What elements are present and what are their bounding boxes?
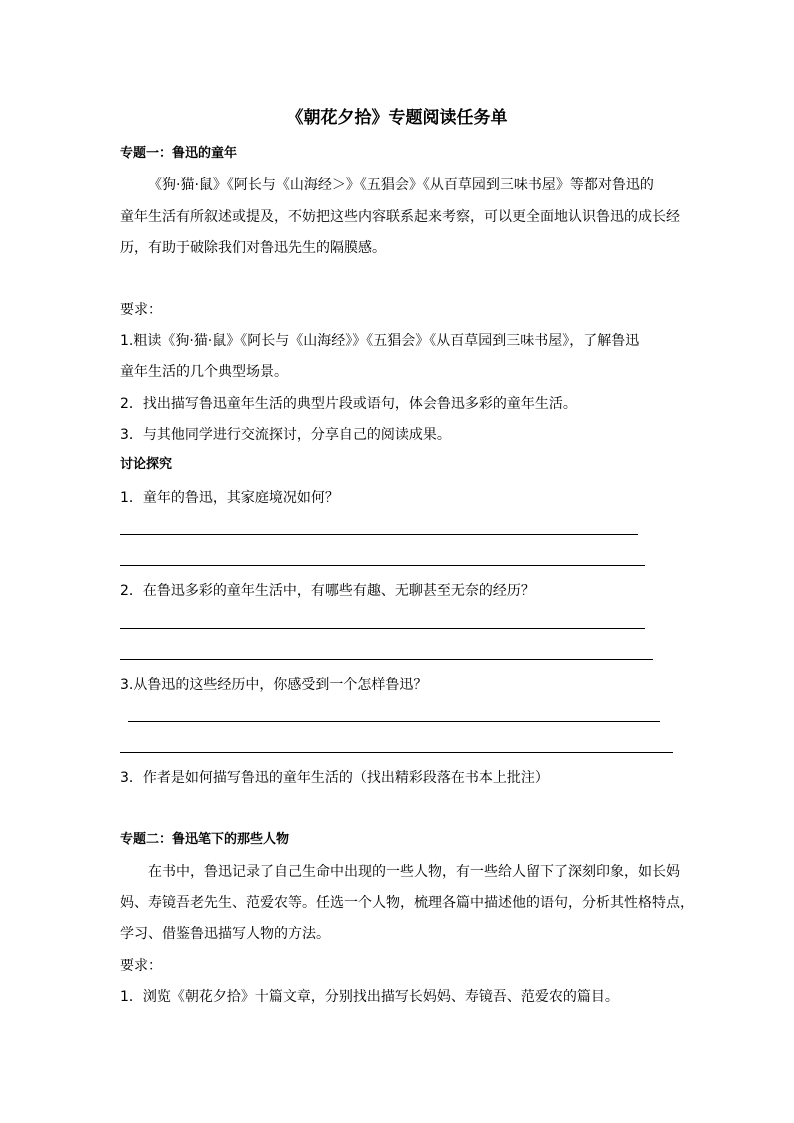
question-2: 2．在鲁迅多彩的童年生活中，有哪些有趣、无聊甚至无奈的经历？ bbox=[120, 583, 535, 599]
topic1-intro-line-1: 《狗·猫·鼠》《阿长与《山海经＞》《五猖会》《从百草园到三味书屋》等都对鲁迅的 bbox=[148, 177, 654, 193]
topic2-intro-line-3: 学习、借鉴鲁迅描写人物的方法。 bbox=[120, 926, 330, 942]
topic1-requirement-3: 3．与其他同学进行交流探讨，分享自己的阅读成果。 bbox=[120, 427, 451, 443]
topic2-intro-line-2: 妈、寿镜吾老先生、范爱农等。任选一个人物，梳理各篇中描述他的语句，分析其性格特点， bbox=[120, 895, 694, 911]
answer-line[interactable] bbox=[120, 534, 638, 535]
discussion-heading: 讨论探究 bbox=[120, 457, 173, 472]
topic1-requirement-1: 1.粗读《狗·猫·鼠》《阿长与《山海经》》《五猖会》《从百草园到三味书屋》，了解鲁迅 bbox=[120, 333, 640, 349]
topic1-intro-line-3: 历，有助于破除我们对鲁迅先生的隔膜感。 bbox=[120, 240, 386, 256]
topic2-heading: 专题二：鲁迅笔下的那些人物 bbox=[120, 832, 290, 847]
topic2-intro-line-1: 在书中，鲁迅记录了自己生命中出现的一些人物，有一些给人留下了深刻印象，如长妈 bbox=[148, 864, 680, 880]
question-1: 1．童年的鲁迅，其家庭境况如何？ bbox=[120, 490, 339, 506]
topic1-requirements-label: 要求： bbox=[120, 302, 162, 318]
page-title: 《朝花夕拾》专题阅读任务单 bbox=[286, 108, 508, 128]
topic1-intro-line-2: 童年生活有所叙述或提及，不妨把这些内容联系起来考察，可以更全面地认识鲁迅的成长经 bbox=[120, 209, 680, 225]
answer-line[interactable] bbox=[120, 565, 645, 566]
answer-line[interactable] bbox=[128, 721, 660, 722]
topic1-requirement-1-cont: 童年生活的几个典型场景。 bbox=[120, 364, 288, 380]
question-4: 3．作者是如何描写鲁迅的童年生活的（找出精彩段落在书本上批注） bbox=[120, 770, 549, 786]
topic1-heading: 专题一：鲁迅的童年 bbox=[120, 146, 238, 161]
question-3: 3.从鲁迅的这些经历中，你感受到一个怎样鲁迅？ bbox=[120, 677, 428, 693]
topic2-requirements-label: 要求： bbox=[120, 958, 162, 974]
topic2-requirement-1: 1．浏览《朝花夕拾》十篇文章，分别找出描写长妈妈、寿镜吾、范爱农的篇目。 bbox=[120, 989, 619, 1005]
answer-line[interactable] bbox=[120, 752, 673, 753]
topic1-requirement-2: 2．找出描写鲁迅童年生活的典型片段或语句，体会鲁迅多彩的童年生活。 bbox=[120, 396, 577, 412]
answer-line[interactable] bbox=[120, 659, 653, 660]
answer-line[interactable] bbox=[120, 628, 645, 629]
